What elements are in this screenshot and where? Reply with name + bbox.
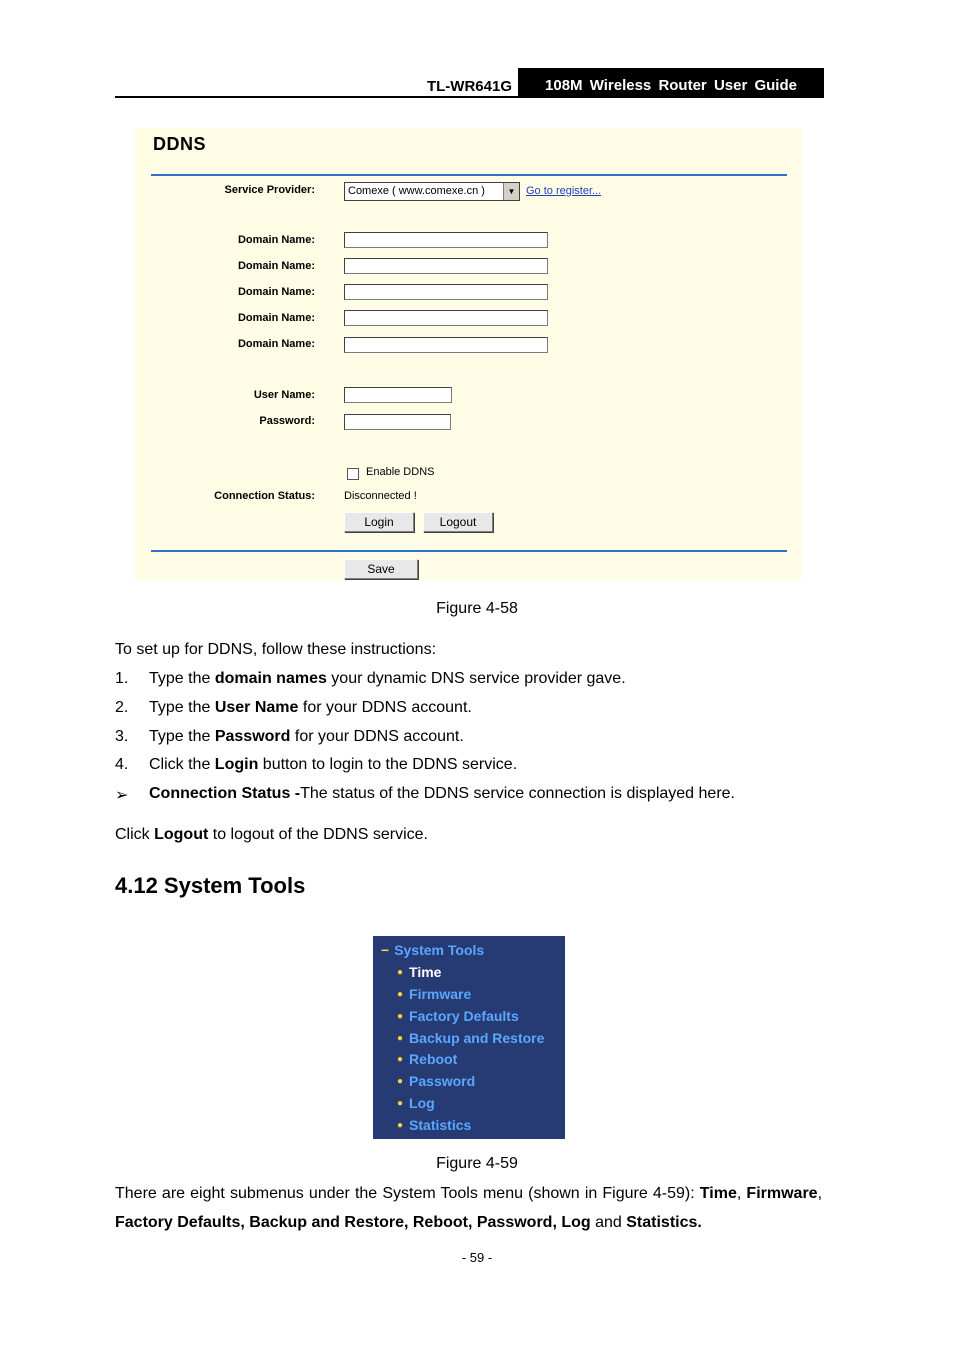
page-number: - 59 - bbox=[461, 1250, 493, 1265]
figure-caption-58: Figure 4-58 bbox=[436, 600, 518, 617]
connection-status-note: Connection Status -The status of the DDNS service connection is displayed here. bbox=[149, 785, 735, 802]
ddns-panel bbox=[135, 128, 802, 580]
chevron-down-icon[interactable]: ▼ bbox=[503, 183, 519, 200]
step-4: Click the Login button to login to the DDNS service. bbox=[149, 756, 518, 773]
password-input[interactable] bbox=[344, 414, 451, 430]
domain-name-input-5[interactable] bbox=[344, 337, 548, 353]
step-number-4: 4. bbox=[115, 756, 129, 773]
login-button[interactable]: Login bbox=[344, 512, 414, 532]
step-number-3: 3. bbox=[115, 728, 129, 745]
enable-ddns-checkbox[interactable] bbox=[347, 468, 359, 480]
system-tools-menu bbox=[373, 936, 565, 1139]
domain-name-label-1: Domain Name: bbox=[237, 234, 315, 246]
menu-head[interactable]: − System Tools bbox=[381, 942, 485, 958]
figure-caption-59: Figure 4-59 bbox=[436, 1155, 518, 1172]
domain-name-input-1[interactable] bbox=[344, 232, 548, 248]
step-number-2: 2. bbox=[115, 699, 129, 716]
domain-name-label-2: Domain Name: bbox=[237, 260, 315, 272]
logout-note: Click Logout to logout of the DDNS service. bbox=[115, 826, 428, 843]
intro-text: To set up for DDNS, follow these instructions: bbox=[115, 641, 437, 658]
password-label: Password: bbox=[259, 415, 315, 427]
user-name-label: User Name: bbox=[253, 389, 315, 401]
model-name: TL-WR641G bbox=[426, 78, 512, 95]
step-3: Type the Password for your DDNS account. bbox=[149, 728, 464, 745]
arrow-bullet-icon: ➢ bbox=[115, 787, 129, 804]
service-provider-value: Comexe ( www.comexe.cn ) bbox=[348, 185, 485, 197]
guide-title: 108M Wireless Router User Guide bbox=[518, 68, 824, 96]
menu-item-reboot[interactable]: ● Reboot bbox=[397, 1051, 458, 1067]
enable-ddns-label: Enable DDNS bbox=[366, 466, 435, 478]
menu-item-time[interactable]: ● Time bbox=[397, 964, 442, 980]
domain-name-label-3: Domain Name: bbox=[237, 286, 315, 298]
logout-button[interactable]: Logout bbox=[423, 512, 493, 532]
register-link[interactable]: Go to register... bbox=[526, 185, 602, 197]
top-divider bbox=[151, 174, 787, 176]
bottom-divider bbox=[151, 550, 787, 552]
menu-item-factory-defaults[interactable]: ● Factory Defaults bbox=[397, 1008, 519, 1024]
domain-name-input-4[interactable] bbox=[344, 310, 548, 326]
ddns-title: DDNS bbox=[153, 134, 207, 154]
domain-name-label-5: Domain Name: bbox=[237, 338, 315, 350]
section-heading: 4.12 System Tools bbox=[115, 873, 306, 898]
menu-item-password[interactable]: ● Password bbox=[397, 1073, 476, 1089]
domain-name-label-4: Domain Name: bbox=[237, 312, 315, 324]
step-number-1: 1. bbox=[115, 670, 129, 687]
domain-name-input-3[interactable] bbox=[344, 284, 548, 300]
step-1: Type the domain names your dynamic DNS service provider gave. bbox=[149, 670, 626, 687]
page-header bbox=[115, 68, 824, 98]
connection-status-label: Connection Status: bbox=[214, 490, 315, 502]
save-button[interactable]: Save bbox=[344, 559, 418, 579]
menu-item-backup-restore[interactable]: ● Backup and Restore bbox=[397, 1030, 545, 1046]
summary-paragraph: There are eight submenus under the System Tools menu (shown in Figure 4-59): Time, Firmware, Factory Defaults, Backup and Restore, Reboot, Password, Log and Statistics. bbox=[115, 1185, 823, 1231]
user-name-input[interactable] bbox=[344, 387, 452, 403]
menu-item-statistics[interactable]: ● Statistics bbox=[397, 1117, 472, 1133]
service-provider-label: Service Provider: bbox=[224, 184, 315, 196]
menu-item-log[interactable]: ● Log bbox=[397, 1095, 435, 1111]
domain-name-input-2[interactable] bbox=[344, 258, 548, 274]
service-provider-select[interactable] bbox=[344, 182, 520, 201]
connection-status-value: Disconnected ! bbox=[344, 490, 417, 502]
menu-item-firmware[interactable]: ● Firmware bbox=[397, 986, 472, 1002]
step-2: Type the User Name for your DDNS account. bbox=[149, 699, 472, 716]
